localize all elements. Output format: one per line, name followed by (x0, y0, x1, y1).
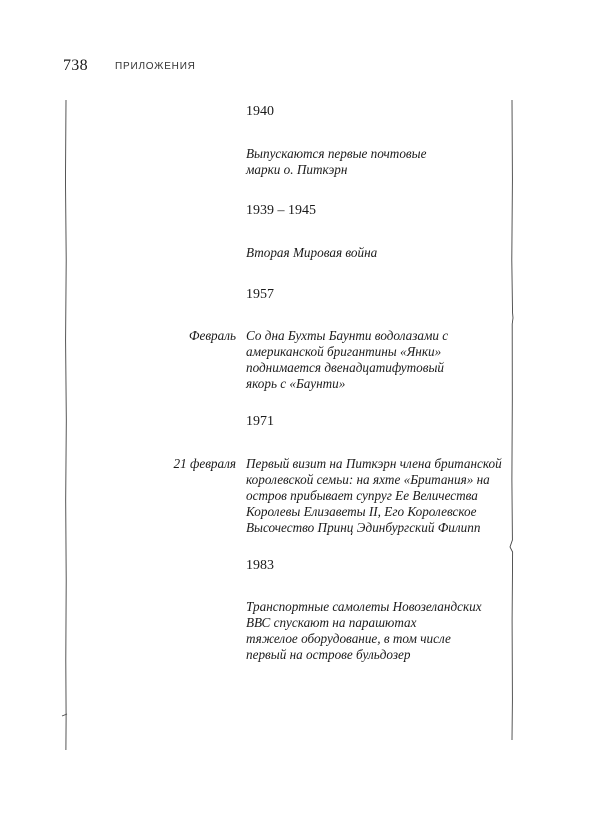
event-line: Вторая Мировая война (246, 245, 378, 260)
page-number: 738 (63, 57, 88, 74)
event-date: Февраль (188, 328, 236, 343)
event-line: первый на острове бульдозер (246, 647, 411, 662)
event-line: ВВС спускают на парашютах (246, 615, 417, 630)
timeline-year: 1971 (246, 414, 274, 429)
event-line: американской бригантины «Янки» (246, 344, 442, 359)
event-line: остров прибывает супруг Ее Величества (246, 488, 478, 503)
timeline-event (246, 245, 511, 261)
timeline-year: 1957 (246, 287, 274, 302)
event-line: Выпускаются первые почтовые (246, 146, 427, 161)
frame-left-line (66, 100, 67, 750)
timeline-event (246, 328, 511, 392)
timeline-year: 1983 (246, 558, 274, 573)
timeline-event (246, 599, 511, 663)
event-line: Транспортные самолеты Новозеландских (246, 599, 482, 614)
running-head: ПРИЛОЖЕНИЯ (115, 61, 196, 72)
event-line: королевской семьи: на яхте «Британия» на (246, 472, 490, 487)
event-line: марки о. Питкэрн (246, 162, 348, 177)
event-line: Первый визит на Питкэрн члена британской (246, 456, 502, 471)
event-line: тяжелое оборудование, в том числе (246, 631, 451, 646)
event-line: Высочество Принц Эдинбургский Филипп (246, 520, 481, 535)
event-line: поднимается двенадцатифутовый (246, 360, 444, 375)
timeline-event (246, 456, 511, 536)
event-line: Королевы Елизаветы II, Его Королевское (246, 504, 477, 519)
event-date: 21 февраля (173, 456, 236, 471)
timeline-year: 1939 – 1945 (246, 203, 316, 218)
frame-left-tick (62, 714, 67, 716)
timeline-event (246, 146, 511, 178)
event-line: Со дна Бухты Баунти водолазами с (246, 328, 449, 343)
timeline-year: 1940 (246, 104, 274, 119)
event-line: якорь с «Баунти» (246, 376, 346, 391)
